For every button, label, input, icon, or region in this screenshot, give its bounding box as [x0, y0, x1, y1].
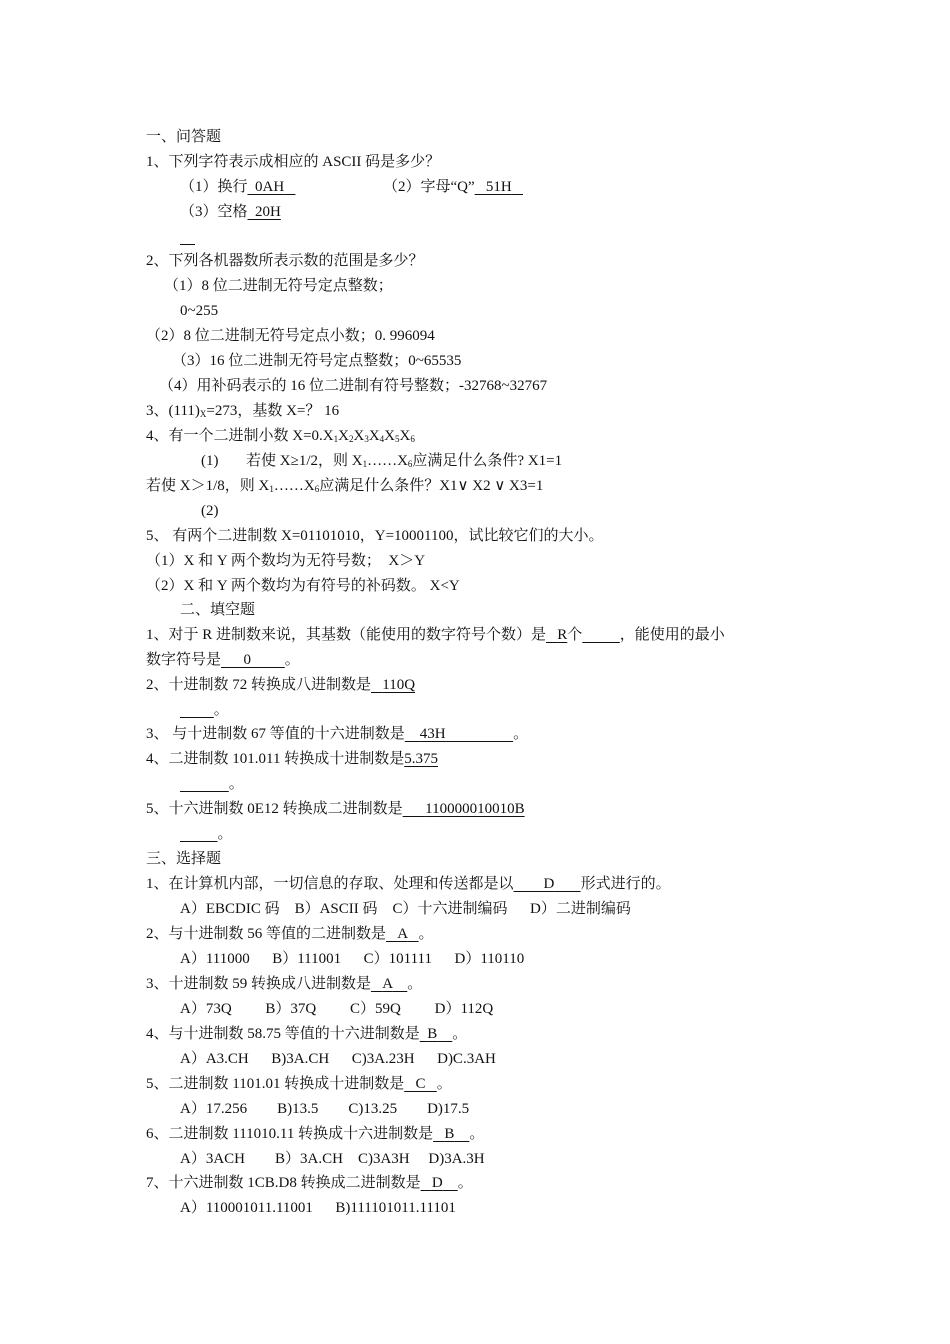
answer-text: 51H [485, 179, 512, 195]
answer-value: 43H [419, 726, 446, 742]
answer-value: 5.375 [404, 751, 438, 767]
option-d: D)C.3AH [437, 1051, 496, 1067]
question-5-part-1: （1）X 和 Y 两个数均为无符号数； X＞Y [146, 553, 426, 569]
option-c: C）十六进制编码 [392, 901, 508, 917]
choice-7-options [180, 1198, 456, 1218]
choice-4: 4、与十进制数 58.75 等值的十六进制数是 B 。 [146, 1026, 468, 1042]
answer-text: 0~255 [180, 303, 219, 319]
question-1-answer-1 [180, 177, 295, 197]
answer-value: 0 [243, 652, 252, 668]
option-d: D）110110 [454, 951, 525, 967]
part-text: （4）用补码表示的 16 位二进制有符号整数；-32768~32767 [159, 378, 548, 394]
option-b: B）3A.CH [275, 1151, 343, 1167]
fill-2-end: 。 [213, 702, 229, 718]
option-b: B）111001 [272, 951, 342, 967]
option-a: A）73Q [180, 1001, 232, 1017]
section-title-qa [146, 127, 221, 147]
option-c: C)3A3H [357, 1151, 410, 1167]
question-4-condition-2: 若使 X＞1/8，则 $X_1\dots\dots X_6$应满足什么条件？X1∨ X2 ∨ X3=1 [146, 478, 544, 494]
option-a: A）17.256 [180, 1101, 248, 1117]
option-b: B）37Q [265, 1001, 317, 1017]
answer-value: A [397, 926, 408, 942]
fill-1-line-1: 1、对于 R 进制数来说，其基数（能使用的数字符号个数）是 R个 ，能使用的最小 [146, 627, 725, 643]
option-c: C）101111 [363, 951, 432, 967]
answer-value: C [415, 1076, 426, 1092]
option-a: A）110001011.11001 [180, 1200, 313, 1216]
fill-5-end: 。 [217, 826, 233, 842]
answer-value: D [431, 1175, 443, 1191]
section-title-text: 一、问答题 [146, 129, 222, 145]
question-1-answer-2 [383, 177, 523, 197]
part-text: （1）8 位二进制无符号定点整数； [164, 278, 393, 294]
option-a: A）EBCDIC 码 [180, 901, 280, 917]
section-title-text: 三、选择题 [146, 851, 222, 867]
fill-3: 3、 与十进制数 67 等值的十六进制数是 43H 。 [146, 726, 529, 742]
answer-label: （2）字母“Q” [383, 179, 475, 195]
question-5 [146, 526, 603, 546]
question-text: 5、 有两个二进制数 X=01101010，Y=10001100，试比较它们的大小。 [146, 528, 604, 544]
answer-value: B [444, 1126, 455, 1142]
choice-3-options [180, 999, 493, 1019]
option-a: A）A3.CH [180, 1051, 249, 1067]
answer-value [248, 179, 296, 195]
choice-4-options [180, 1049, 496, 1069]
answer-value [475, 179, 523, 195]
answer-value: D [543, 876, 555, 892]
option-d: D）112Q [434, 1001, 494, 1017]
choice-2: 2、与十进制数 56 等值的二进制数是 A 。 [146, 926, 434, 942]
choice-3: 3、十进制数 59 转换成八进制数是 A 。 [146, 976, 423, 992]
option-a: A）3ACH [180, 1151, 246, 1167]
choice-5-options [180, 1099, 469, 1119]
answer-text: 20H [255, 204, 281, 220]
part-text: （3）16 位二进制无符号定点整数；0~65535 [172, 353, 462, 369]
question-4-condition-1-number: (1) [201, 453, 219, 469]
option-d: D）二进制编码 [530, 901, 631, 917]
question-5-part-2: （2）X 和 Y 两个数均为有符号的补码数。 X<Y [146, 578, 460, 594]
question-2-part-1-answer [180, 301, 218, 321]
choice-6-options [180, 1149, 485, 1169]
choice-1-options [180, 899, 631, 919]
answer-value [248, 204, 281, 220]
fill-4: 4、二进制数 101.011 转换成十进制数是5.375 [146, 751, 438, 767]
question-4-condition-1: 若使 X≥1/2，则 $X_1\dots\dots X_6$应满足什么条件? X1=1 [246, 453, 563, 469]
choice-5: 5、二进制数 1101.01 转换成十进制数是 C 。 [146, 1076, 452, 1092]
question-2-part-4 [159, 376, 547, 396]
option-b: B)13.5 [277, 1101, 319, 1117]
blank-line [180, 227, 195, 247]
section-title-fill [180, 600, 255, 620]
option-b: B)111101011.11101 [335, 1200, 456, 1216]
option-b: B）ASCII 码 [294, 901, 378, 917]
fill-1-line-2: 数字符号是 0 。 [146, 652, 300, 668]
option-b: B)3A.CH [271, 1051, 330, 1067]
answer-value: 110Q [382, 677, 416, 693]
answer-text: 0AH [255, 179, 285, 195]
answer-label: （3）空格 [180, 204, 248, 220]
section-title-text: 二、填空题 [180, 602, 256, 618]
question-2-part-3 [172, 351, 461, 371]
answer-value: B [427, 1026, 438, 1042]
question-3: 3、$(111)_X=273$，基数 X=？ 16 [146, 403, 340, 419]
option-c: C）59Q [350, 1001, 401, 1017]
question-2-part-2 [146, 326, 435, 346]
answer-value: R [557, 627, 568, 643]
subscript: X [199, 409, 207, 419]
choice-7: 7、十六进制数 1CB.D8 转换成二进制数是 D 。 [146, 1175, 473, 1191]
question-1 [146, 152, 440, 172]
choice-6: 6、二进制数 111010.11 转换成十六进制数是 B 。 [146, 1126, 485, 1142]
option-d: D)3A.3H [428, 1151, 485, 1167]
answer-label: （1）换行 [180, 179, 248, 195]
fill-5: 5、十六进制数 0E12 转换成二进制数是 110000010010B [146, 801, 525, 817]
fill-2: 2、十进制数 72 转换成八进制数是 110Q [146, 677, 416, 693]
choice-1: 1、在计算机内部，一切信息的存取、处理和传送都是以 D 形式进行的。 [146, 876, 671, 892]
question-1-answer-3 [180, 202, 281, 222]
option-c: C)3A.23H [351, 1051, 415, 1067]
option-d: D)17.5 [427, 1101, 470, 1117]
question-text: 1、下列字符表示成相应的 ASCII 码是多少？ [146, 154, 441, 170]
question-text: 2、下列各机器数所表示数的范围是多少？ [146, 253, 424, 269]
question-4: 4、有一个二进制小数 $X=0.X_1X_2X_3X_4X_5X_6$ [146, 428, 415, 444]
section-title-choice [146, 849, 221, 869]
answer-value: 110000010010B [425, 801, 525, 817]
question-4-condition-2-number: (2) [201, 503, 219, 519]
fill-4-end: 。 [228, 776, 244, 792]
option-a: A）111000 [180, 951, 250, 967]
choice-2-options [180, 949, 524, 969]
question-2-part-1 [164, 276, 393, 296]
question-2 [146, 251, 424, 271]
part-text: （2）8 位二进制无符号定点小数；0. 996094 [146, 328, 435, 344]
option-c: C)13.25 [348, 1101, 398, 1117]
answer-value: A [382, 976, 393, 992]
